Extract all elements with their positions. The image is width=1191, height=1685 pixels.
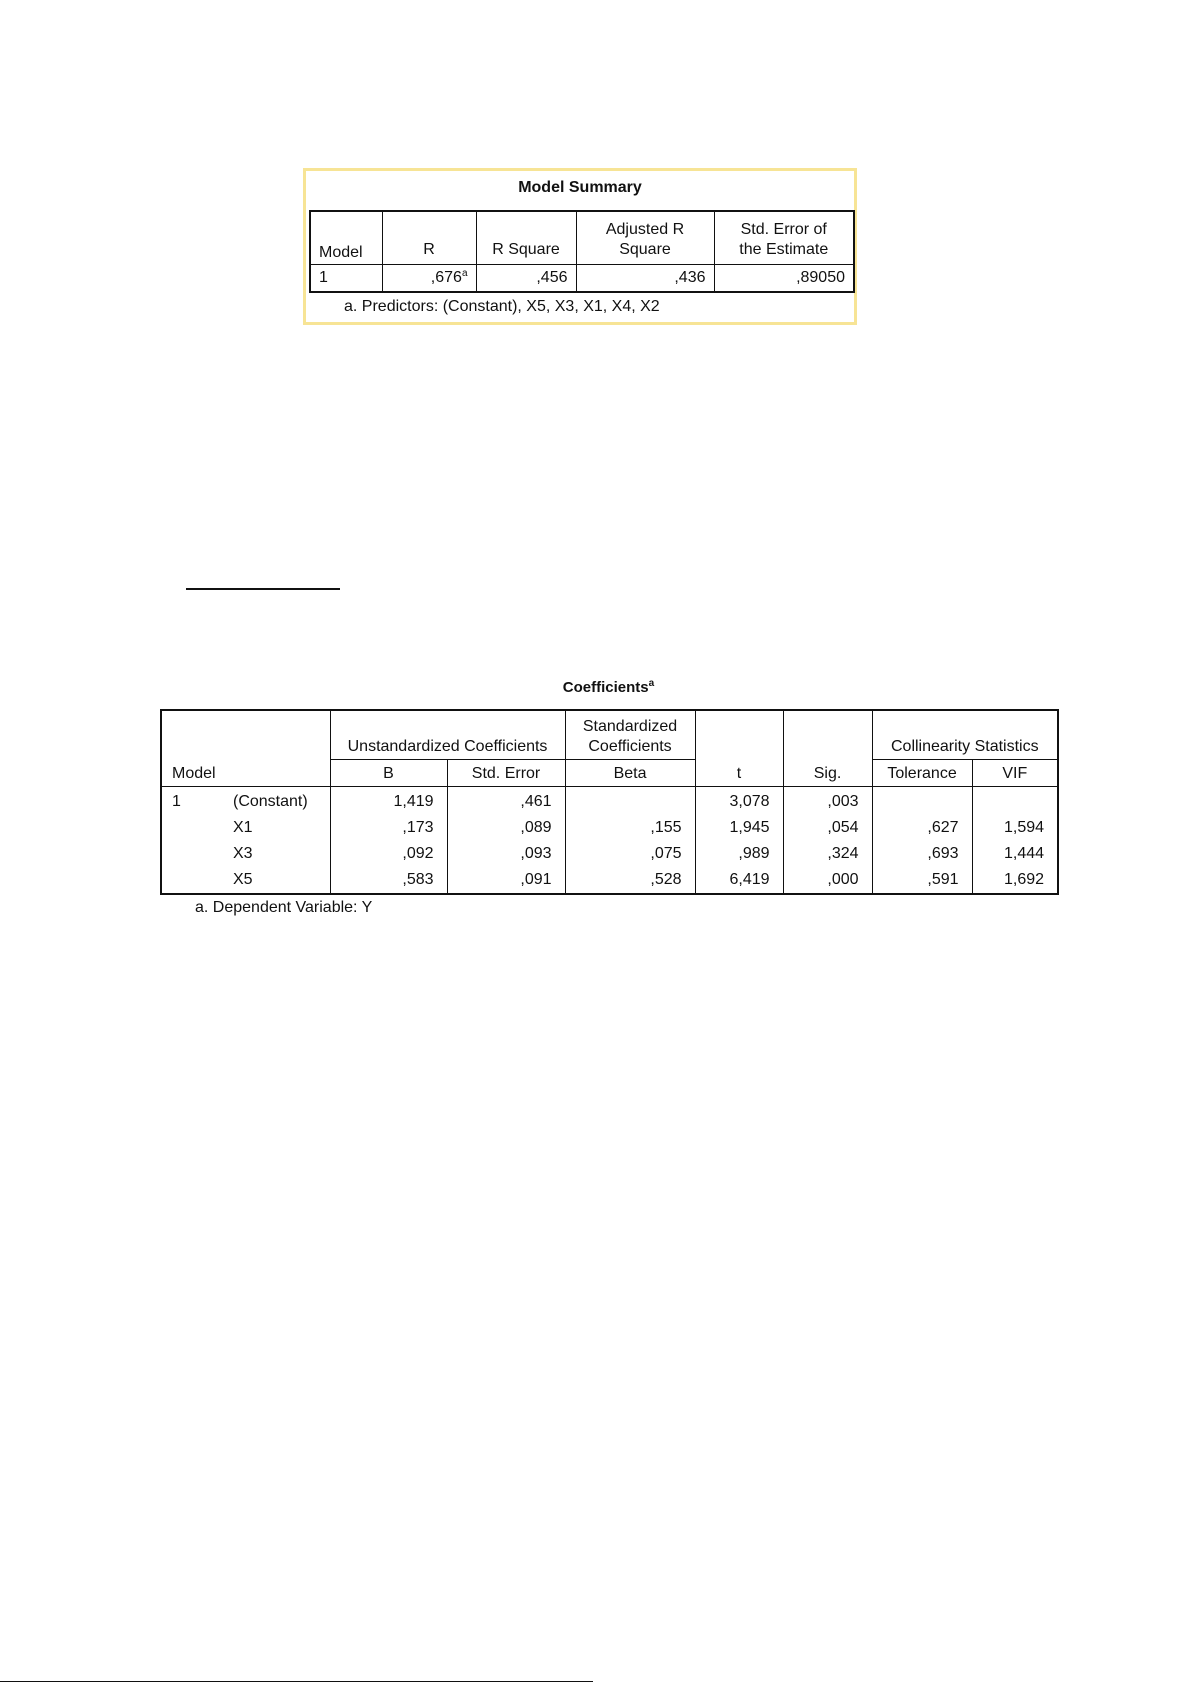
model-summary-header-row [310, 211, 854, 265]
co-cell-b: ,583 [330, 867, 447, 894]
model-summary-table [309, 210, 855, 293]
co-cell-model [161, 867, 231, 894]
model-summary-title: Model Summary [518, 179, 642, 196]
co-cell-t: 3,078 [695, 787, 783, 816]
table-row [310, 265, 854, 293]
co-header-tolerance: Tolerance [872, 760, 972, 787]
co-cell-beta: ,528 [565, 867, 695, 894]
co-cell-std-error: ,089 [447, 815, 565, 841]
co-cell-std-error: ,091 [447, 867, 565, 894]
model-summary-frame [303, 168, 857, 325]
co-header-collinearity: Collinearity Statistics [872, 710, 1058, 760]
table-row [161, 787, 1058, 816]
coefficients-table [160, 709, 1059, 895]
ms-header-std-error: Std. Error of the Estimate [714, 211, 854, 265]
co-header-sig: Sig. [783, 710, 872, 787]
co-header-b: B [330, 760, 447, 787]
co-cell-model [161, 841, 231, 867]
co-cell-vif: 1,692 [972, 867, 1058, 894]
co-cell-beta [565, 787, 695, 816]
co-cell-label: X5 [231, 867, 330, 894]
coefficients-header-row-1 [161, 710, 1058, 760]
co-cell-sig: ,054 [783, 815, 872, 841]
co-cell-std-error: ,461 [447, 787, 565, 816]
ms-cell-r-square: ,456 [476, 265, 576, 293]
ms-cell-model: 1 [310, 265, 382, 293]
ms-cell-r: ,676$^a$ [382, 265, 476, 293]
coefficients-title: Coefficients$^a$ [562, 678, 655, 696]
model-summary-footnote: a. Predictors: (Constant), X5, X3, X1, X4, X2 [344, 298, 660, 315]
co-header-t: t [695, 710, 783, 787]
underline-divider [186, 588, 340, 590]
ms-header-r: R [382, 211, 476, 265]
co-cell-b: 1,419 [330, 787, 447, 816]
co-cell-label: (Constant) [231, 787, 330, 816]
co-cell-sig: ,324 [783, 841, 872, 867]
table-row [161, 841, 1058, 867]
co-cell-tolerance: ,591 [872, 867, 972, 894]
ms-header-r-square: R Square [476, 211, 576, 265]
co-cell-vif: 1,444 [972, 841, 1058, 867]
co-header-vif: VIF [972, 760, 1058, 787]
table-row [161, 867, 1058, 894]
table-row [161, 815, 1058, 841]
co-cell-tolerance: ,693 [872, 841, 972, 867]
co-cell-sig: ,000 [783, 867, 872, 894]
co-cell-vif: 1,594 [972, 815, 1058, 841]
footnote-separator [0, 1681, 593, 1682]
co-header-beta: Beta [565, 760, 695, 787]
co-cell-tolerance [872, 787, 972, 816]
co-cell-sig: ,003 [783, 787, 872, 816]
co-cell-beta: ,075 [565, 841, 695, 867]
ms-header-model: Model [310, 211, 382, 265]
co-cell-model [161, 815, 231, 841]
co-header-standardized: Standardized Coefficients [565, 710, 695, 760]
co-cell-vif [972, 787, 1058, 816]
coefficients-footnote: a. Dependent Variable: Y [195, 899, 373, 916]
ms-header-adjusted-r-square: Adjusted R Square [576, 211, 714, 265]
co-cell-t: ,989 [695, 841, 783, 867]
co-cell-b: ,092 [330, 841, 447, 867]
co-cell-t: 6,419 [695, 867, 783, 894]
ms-cell-adjusted-r-square: ,436 [576, 265, 714, 293]
co-cell-beta: ,155 [565, 815, 695, 841]
co-cell-std-error: ,093 [447, 841, 565, 867]
co-cell-t: 1,945 [695, 815, 783, 841]
co-cell-label: X3 [231, 841, 330, 867]
co-header-unstandardized: Unstandardized Coefficients [330, 710, 565, 760]
co-cell-b: ,173 [330, 815, 447, 841]
co-header-std-error: Std. Error [447, 760, 565, 787]
co-cell-tolerance: ,627 [872, 815, 972, 841]
co-cell-label: X1 [231, 815, 330, 841]
ms-cell-std-error: ,89050 [714, 265, 854, 293]
co-header-model: Model [161, 710, 330, 787]
co-cell-model: 1 [161, 787, 231, 816]
